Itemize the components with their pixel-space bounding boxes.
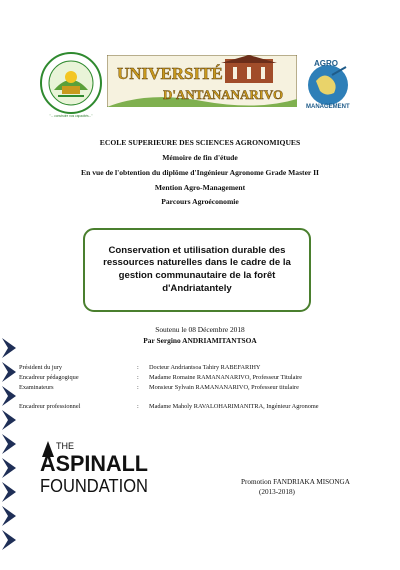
jury-name: Monsieur Sylvain RAMANANARIVO, Professeur titulaire [149,384,299,391]
jury-sep: : [137,384,139,391]
aspinall-logo-line2: FOUNDATION [40,476,148,495]
agro-logo-bottom: MANAGEMENT [306,104,350,109]
esa-school-logo [40,52,102,114]
thesis-title-box [83,228,311,312]
university-logo [107,55,297,107]
jury-name: Madame Romaine RAMANANARIVO, Professeur Titulaire [149,374,303,381]
diploma-line: En vue de l'obtention du diplôme d'Ingénieur Agronome Grade Master II [81,168,319,177]
thesis-title: Conservation et utilisation durable des ressources naturelles dans le cadre de la gestion communautaire de la forêt d'Andriatantely [103,244,291,294]
author-line: Par Sergino ANDRIAMITANTSOA [143,336,257,345]
memoire-line: Mémoire de fin d'étude [162,153,238,162]
university-logo-line1: UNIVERSITÉ [117,64,223,83]
jury-role: Encadreur professionnel [19,403,81,410]
jury-row [19,364,389,373]
esa-logo-caption: "... construire nos capacités..." [49,114,93,118]
aspinall-logo-the: THE [56,441,74,451]
jury-sep: : [137,374,139,381]
jury-sep: : [137,364,139,371]
decorative-arrow-column [0,338,20,565]
aspinall-logo-line1: ASPINALL [40,451,148,476]
jury-row [19,384,389,393]
jury-row [19,374,389,383]
school-name: ECOLE SUPERIEURE DES SCIENCES AGRONOMIQUES [99,138,301,147]
university-logo-line2: D'ANTANANARIVO [163,87,284,102]
agro-logo-top: AGRO [314,59,338,68]
aspinall-foundation-logo [38,437,150,495]
promotion-name: Promotion FANDRIAKA MISONGA [241,478,350,486]
defense-date: Soutenu le 08 Décembre 2018 [155,325,245,334]
jury-role: Encadreur pédagogique [19,374,79,381]
jury-role: Examinateurs [19,384,54,391]
jury-row [19,403,389,412]
promotion-years: (2013-2018) [259,488,295,496]
jury-sep: : [137,403,139,410]
jury-role: Président du jury [19,364,63,371]
parcours-line: Parcours Agroéconomie [161,197,239,206]
agro-management-logo [302,57,354,109]
mention-line: Mention Agro-Management [154,183,246,192]
jury-name: Docteur Andriantsoa Tahiry RABEFARIHY [149,364,261,371]
jury-name: Madame Maholy RAVALOHARIMANITRA, Ingénieur Agronome [149,403,319,410]
